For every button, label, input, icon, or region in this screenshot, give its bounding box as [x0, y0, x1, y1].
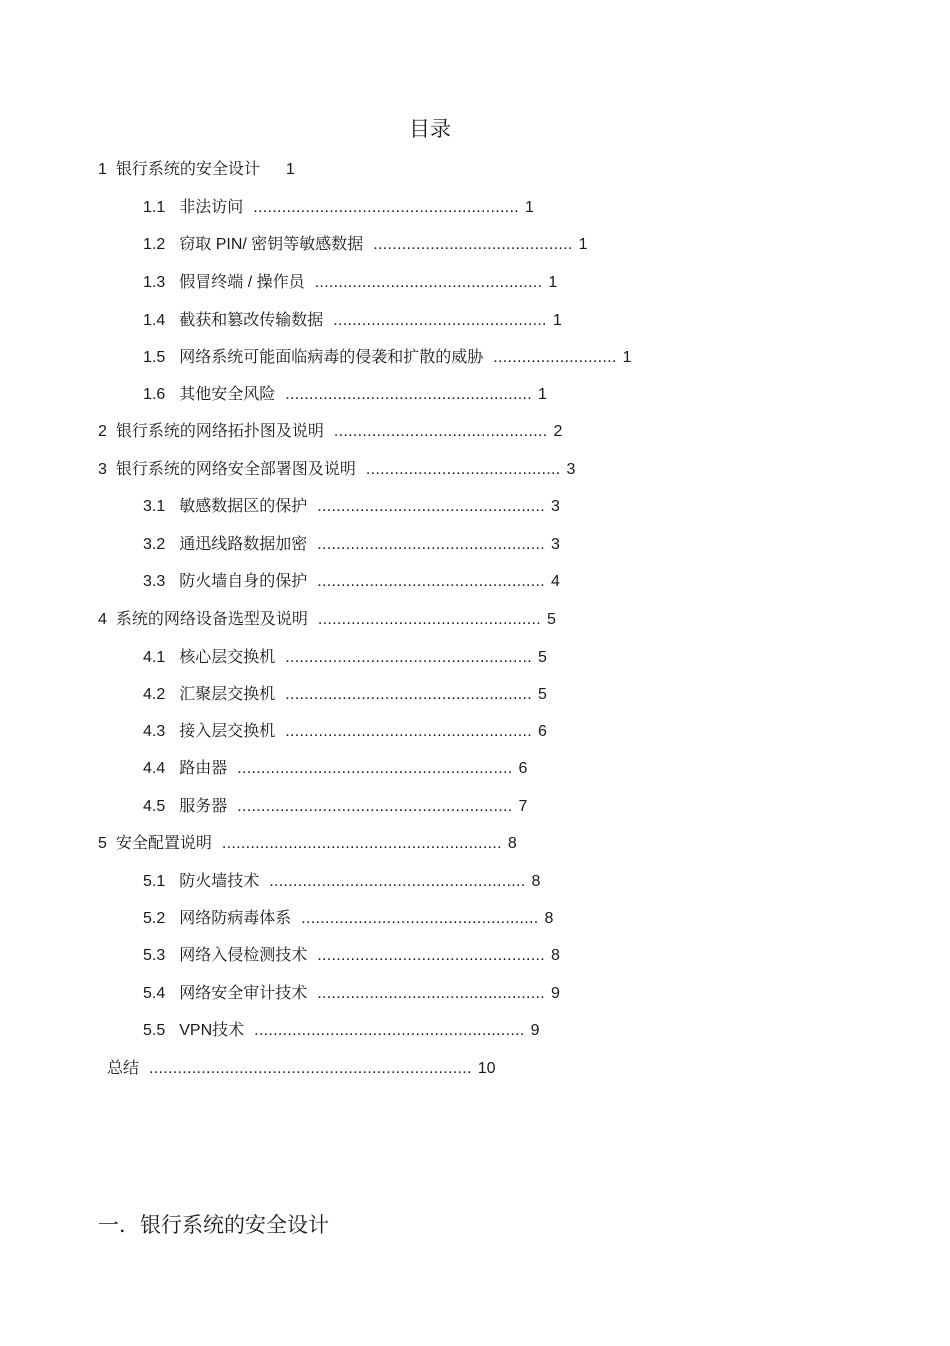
toc-entry-page: 10: [477, 1060, 496, 1077]
toc-entry-leader: ....................................................: [285, 686, 533, 703]
toc-entry-number: 3.2: [143, 536, 166, 553]
toc-entry-leader: ....................................................: [285, 649, 533, 666]
toc-entry-leader: .........................................: [365, 461, 561, 478]
toc-entry-leader: ..........................................................: [237, 798, 513, 815]
toc-entry-page: 6: [538, 723, 547, 740]
toc-entry-page: 1: [578, 236, 588, 253]
toc-entry-page: 8: [507, 835, 517, 852]
toc-entry[interactable]: [98, 160, 295, 180]
toc-entry-title: 系统的网络设备选型及说明: [115, 611, 308, 628]
toc-entry[interactable]: [98, 834, 517, 854]
toc-entry-page: 8: [544, 910, 554, 927]
toc-entry[interactable]: [143, 722, 547, 742]
toc-entry-page: 8: [551, 947, 560, 964]
toc-entry[interactable]: [98, 1059, 496, 1079]
toc-entry-title: 银行系统的安全设计: [115, 161, 260, 178]
toc-entry-page: 8: [531, 873, 541, 890]
toc-entry[interactable]: [143, 759, 527, 779]
toc-entry-number: 4: [98, 611, 107, 628]
section-heading: 一．银行系统的安全设计: [98, 1213, 329, 1237]
toc-entry-page: 1: [548, 274, 558, 291]
toc-entry-number: 5: [98, 835, 107, 852]
toc-entry-number: 3.1: [143, 498, 166, 515]
toc-entry-title: 通迅线路数据加密: [179, 536, 308, 553]
toc-entry-title: 接入层交换机: [179, 723, 276, 740]
toc-entry-leader: ................................................: [317, 573, 546, 590]
toc-entry-number: 1.5: [143, 349, 166, 366]
toc-entry[interactable]: [98, 422, 562, 442]
toc-entry-number: 1: [98, 161, 107, 178]
toc-entry-page: 5: [546, 611, 556, 628]
toc-entry-title: VPN技术: [179, 1022, 245, 1039]
toc-entry-number: 4.1: [143, 649, 166, 666]
toc-entry-leader: .........................................................: [254, 1022, 525, 1039]
toc-entry-number: 4.4: [143, 760, 166, 777]
toc-entry-title: 银行系统的网络拓扑图及说明: [115, 423, 324, 440]
toc-entry-page: 3: [551, 498, 560, 515]
toc-entry-leader: ..........................................................: [237, 760, 513, 777]
toc-entry-number: 1.6: [143, 386, 166, 403]
toc-entry[interactable]: [143, 535, 560, 555]
toc-entry-number: 5.4: [143, 985, 166, 1002]
toc-entry-title: 核心层交换机: [179, 649, 276, 666]
toc-entry-title: 截获和篡改传输数据: [179, 312, 324, 329]
toc-entry-page: 3: [566, 461, 576, 478]
toc-entry-title: 防火墙技术: [179, 873, 260, 890]
toc-entry-title: 汇聚层交换机: [179, 686, 276, 703]
toc-entry-number: 4.5: [143, 798, 166, 815]
toc-entry[interactable]: [98, 460, 575, 480]
toc-entry-leader: ....................................................................: [149, 1060, 472, 1077]
toc-entry-leader: ..........................................: [373, 236, 573, 253]
toc-entry-number: 4.2: [143, 686, 166, 703]
toc-entry-page: 6: [518, 760, 528, 777]
toc-entry-number: 1.3: [143, 274, 166, 291]
toc-entry-leader: ................................................: [314, 274, 543, 291]
toc-entry[interactable]: [143, 497, 560, 517]
toc-entry-page: 4: [551, 573, 560, 590]
toc-entry[interactable]: [143, 348, 632, 368]
toc-entry-title: 网络防病毒体系: [179, 910, 292, 927]
toc-entry-title: 其他安全风险: [179, 386, 276, 403]
toc-entry-leader: ......................................................: [269, 873, 526, 890]
toc-entry-leader: ...............................................: [317, 611, 541, 628]
toc-entry-number: 2: [98, 423, 107, 440]
toc-entry-page: 9: [530, 1022, 540, 1039]
toc-entry-page: 2: [553, 423, 563, 440]
toc-entry[interactable]: [143, 984, 560, 1004]
toc-entry[interactable]: [143, 572, 560, 592]
toc-entry-page: 1: [538, 386, 547, 403]
toc-entry[interactable]: [98, 610, 556, 630]
toc-entry[interactable]: [143, 648, 547, 668]
toc-entry-leader: ...........................................................: [221, 835, 502, 852]
toc-entry-page: 3: [551, 536, 560, 553]
toc-entry-page: 1: [285, 161, 295, 178]
toc-entry-title: 防火墙自身的保护: [179, 573, 308, 590]
toc-entry-leader: ....................................................: [285, 386, 533, 403]
toc-title: 目录: [409, 117, 451, 141]
toc-entry[interactable]: [143, 273, 557, 293]
toc-entry-number: 5.5: [143, 1022, 166, 1039]
toc-entry[interactable]: [143, 797, 527, 817]
toc-entry-leader: ..................................................: [301, 910, 539, 927]
toc-entry-number: 5.2: [143, 910, 166, 927]
toc-entry-number: 4.3: [143, 723, 166, 740]
toc-entry-title: 银行系统的网络安全部署图及说明: [115, 461, 356, 478]
toc-entry[interactable]: [143, 311, 562, 331]
toc-entry-number: 1.2: [143, 236, 166, 253]
toc-entry-leader: ................................................: [317, 536, 546, 553]
toc-entry-page: 5: [538, 686, 547, 703]
toc-entry-title: 网络入侵检测技术: [179, 947, 308, 964]
toc-entry[interactable]: [143, 946, 560, 966]
toc-entry-page: 1: [552, 312, 562, 329]
toc-entry-number: 1.4: [143, 312, 166, 329]
toc-entry-leader: ................................................: [317, 947, 546, 964]
toc-entry[interactable]: [143, 1021, 540, 1041]
toc-entry-page: 7: [518, 798, 528, 815]
toc-entry-number: 3: [98, 461, 107, 478]
toc-entry[interactable]: [143, 198, 534, 218]
toc-entry-title: 路由器: [179, 760, 228, 777]
toc-entry-title: 网络安全审计技术: [179, 985, 308, 1002]
toc-entry-title: 敏感数据区的保护: [179, 498, 308, 515]
toc-entry-number: 5.1: [143, 873, 166, 890]
toc-entry-title: 假冒终端 / 操作员: [179, 274, 305, 291]
toc-entry-title: 非法访问: [179, 199, 244, 216]
toc-entry-page: 1: [622, 349, 632, 366]
toc-entry-leader: .............................................: [333, 423, 548, 440]
toc-entry-leader: ................................................: [317, 985, 546, 1002]
toc-entry-title: 窃取 PIN/ 密钥等敏感数据: [179, 236, 364, 253]
toc-entry-title: 总结: [107, 1060, 140, 1077]
toc-entry[interactable]: [143, 872, 540, 892]
toc-entry-page: 5: [538, 649, 547, 666]
toc-entry-leader: ..........................: [493, 349, 617, 366]
toc-entry-leader: ....................................................: [285, 723, 533, 740]
toc-entry-title: 安全配置说明: [115, 835, 212, 852]
toc-entry-title: 服务器: [179, 798, 228, 815]
toc-entry[interactable]: [143, 685, 547, 705]
toc-entry-page: 9: [551, 985, 560, 1002]
toc-entry-leader: ........................................................: [253, 199, 520, 216]
toc-entry-number: 3.3: [143, 573, 166, 590]
toc-entry[interactable]: [143, 385, 547, 405]
toc-entry-page: 1: [525, 199, 534, 216]
toc-entry[interactable]: [143, 235, 587, 255]
toc-entry-number: 1.1: [143, 199, 166, 216]
toc-entry-leader: ................................................: [317, 498, 546, 515]
toc-entry-number: 5.3: [143, 947, 166, 964]
toc-entry-leader: .............................................: [333, 312, 547, 329]
toc-entry[interactable]: [143, 909, 553, 929]
toc-entry-title: 网络系统可能面临病毒的侵袭和扩散的威胁: [179, 349, 484, 366]
